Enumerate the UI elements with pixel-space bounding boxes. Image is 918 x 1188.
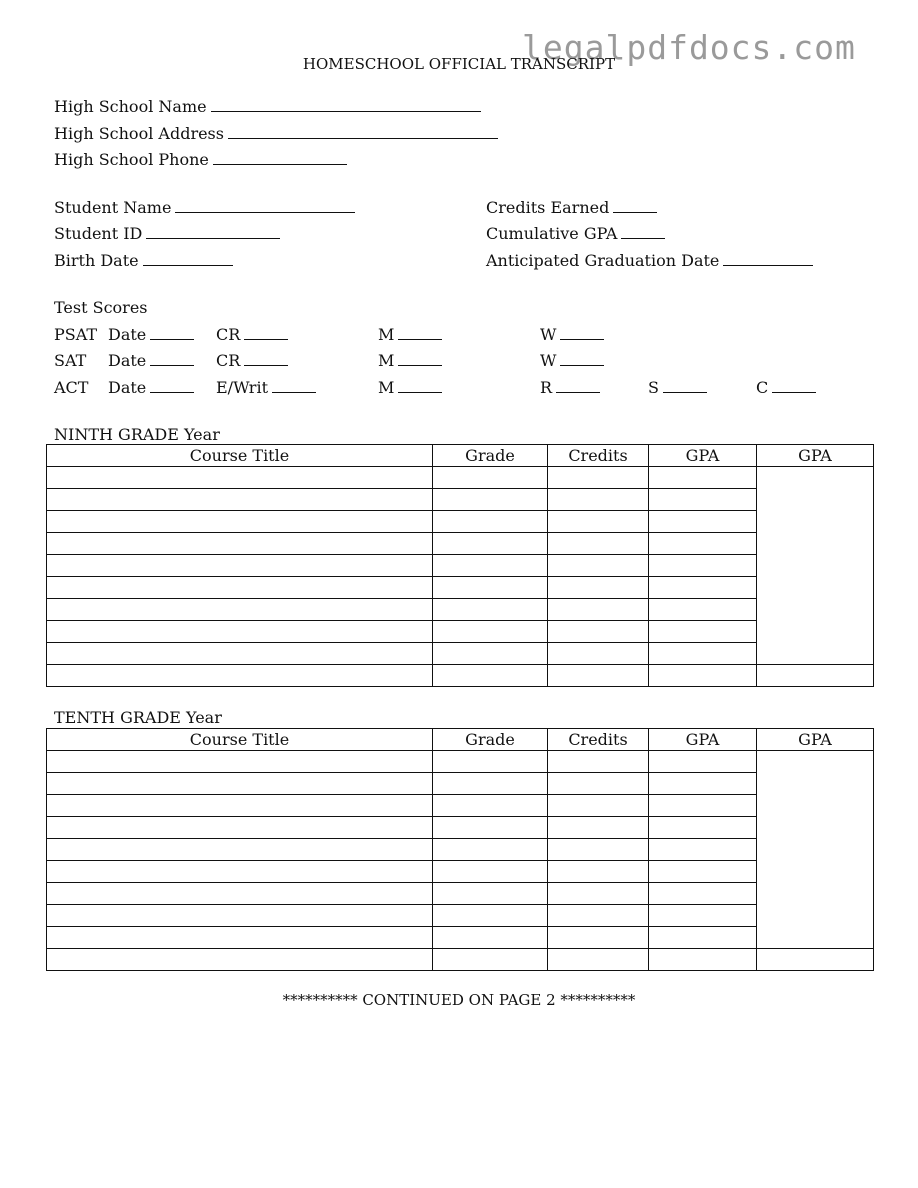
cell[interactable] bbox=[433, 665, 548, 687]
cell[interactable] bbox=[433, 577, 548, 599]
sat-cr-blank[interactable] bbox=[244, 364, 288, 366]
cell[interactable] bbox=[433, 773, 548, 795]
page-title: HOMESCHOOL OFFICIAL TRANSCRIPT bbox=[302, 55, 616, 73]
act-date-field[interactable] bbox=[108, 378, 194, 397]
ninth-body bbox=[47, 467, 874, 687]
cell[interactable] bbox=[548, 883, 649, 905]
psat-w-field[interactable] bbox=[540, 325, 604, 344]
credits-earned-field[interactable] bbox=[486, 198, 657, 217]
cell[interactable] bbox=[649, 905, 757, 927]
student-name-field[interactable] bbox=[54, 198, 355, 217]
cell[interactable] bbox=[433, 643, 548, 665]
act-r-blank[interactable] bbox=[556, 391, 600, 393]
cell[interactable] bbox=[47, 599, 433, 621]
cell[interactable] bbox=[649, 861, 757, 883]
cell[interactable] bbox=[47, 621, 433, 643]
gpa-summary-cell[interactable] bbox=[757, 467, 874, 665]
act-date-blank[interactable] bbox=[150, 391, 194, 393]
cell[interactable] bbox=[548, 927, 649, 949]
act-r-label: R bbox=[540, 378, 553, 397]
act-r-field[interactable] bbox=[540, 378, 600, 397]
graduation-date-blank[interactable] bbox=[723, 264, 813, 266]
act-c-field[interactable] bbox=[756, 378, 816, 397]
gpa-summary-cell[interactable] bbox=[757, 751, 874, 949]
cell[interactable] bbox=[548, 577, 649, 599]
act-c-label: C bbox=[756, 378, 769, 397]
column-header: GPA bbox=[757, 729, 874, 751]
cell[interactable] bbox=[649, 621, 757, 643]
sat-m-label: M bbox=[378, 351, 395, 370]
school-address-label: High School Address bbox=[54, 124, 224, 143]
table-row bbox=[47, 511, 874, 533]
cell[interactable] bbox=[433, 533, 548, 555]
cell[interactable] bbox=[433, 905, 548, 927]
credits-earned-blank[interactable] bbox=[613, 211, 657, 213]
table-row bbox=[47, 489, 874, 511]
cell[interactable] bbox=[47, 751, 433, 773]
cell[interactable] bbox=[649, 643, 757, 665]
psat-w-blank[interactable] bbox=[560, 338, 604, 340]
psat-cr-field[interactable] bbox=[216, 325, 288, 344]
table-row bbox=[47, 621, 874, 643]
act-date-label: Date bbox=[108, 378, 147, 397]
act-m-label: M bbox=[378, 378, 395, 397]
test-scores-heading: Test Scores bbox=[54, 298, 148, 317]
cell[interactable] bbox=[433, 927, 548, 949]
column-header: Course Title bbox=[47, 445, 433, 467]
sat-label: SAT bbox=[54, 351, 87, 370]
column-header: GPA bbox=[757, 445, 874, 467]
cell[interactable] bbox=[47, 555, 433, 577]
cell[interactable] bbox=[47, 665, 433, 687]
cell[interactable] bbox=[649, 883, 757, 905]
table-row bbox=[47, 861, 874, 883]
cell[interactable] bbox=[548, 949, 649, 971]
school-name-blank[interactable] bbox=[211, 110, 481, 112]
psat-m-field[interactable] bbox=[378, 325, 442, 344]
column-header: Grade bbox=[433, 445, 548, 467]
graduation-date-label: Anticipated Graduation Date bbox=[486, 251, 720, 270]
column-header: GPA bbox=[649, 445, 757, 467]
act-ewrit-blank[interactable] bbox=[272, 391, 316, 393]
cell[interactable] bbox=[548, 839, 649, 861]
school-address-field[interactable] bbox=[54, 124, 498, 143]
cell[interactable] bbox=[649, 665, 757, 687]
cell[interactable] bbox=[47, 643, 433, 665]
cell[interactable] bbox=[649, 533, 757, 555]
continued-notice: ********** CONTINUED ON PAGE 2 ********** bbox=[282, 991, 636, 1009]
cell[interactable] bbox=[47, 533, 433, 555]
cell[interactable] bbox=[649, 773, 757, 795]
cell[interactable] bbox=[548, 511, 649, 533]
cell[interactable] bbox=[649, 511, 757, 533]
act-ewrit-label: E/Writ bbox=[216, 378, 268, 397]
table-row bbox=[47, 927, 874, 949]
cell[interactable] bbox=[548, 905, 649, 927]
table-row bbox=[47, 643, 874, 665]
table-row bbox=[47, 773, 874, 795]
cell[interactable] bbox=[47, 861, 433, 883]
cell[interactable] bbox=[548, 861, 649, 883]
table-row bbox=[47, 817, 874, 839]
cumulative-gpa-blank[interactable] bbox=[621, 237, 665, 239]
cell[interactable] bbox=[47, 467, 433, 489]
sat-w-label: W bbox=[540, 351, 557, 370]
act-m-field[interactable] bbox=[378, 378, 442, 397]
cell[interactable] bbox=[433, 861, 548, 883]
tenth-grade-heading: TENTH GRADE Year bbox=[54, 708, 222, 727]
psat-cr-label: CR bbox=[216, 325, 241, 344]
cell[interactable] bbox=[433, 489, 548, 511]
act-s-blank[interactable] bbox=[663, 391, 707, 393]
tenth-body bbox=[47, 751, 874, 971]
cell[interactable] bbox=[548, 621, 649, 643]
column-header: Grade bbox=[433, 729, 548, 751]
act-s-field[interactable] bbox=[648, 378, 707, 397]
student-name-label: Student Name bbox=[54, 198, 172, 217]
table-row bbox=[47, 839, 874, 861]
cell[interactable] bbox=[47, 773, 433, 795]
cell[interactable] bbox=[548, 773, 649, 795]
school-name-field[interactable] bbox=[54, 97, 481, 116]
cell[interactable] bbox=[47, 511, 433, 533]
table-row bbox=[47, 555, 874, 577]
birth-date-field[interactable] bbox=[54, 251, 233, 270]
table-row bbox=[47, 665, 874, 687]
school-phone-label: High School Phone bbox=[54, 150, 209, 169]
student-id-blank[interactable] bbox=[146, 237, 280, 239]
column-header: Credits bbox=[548, 445, 649, 467]
cell[interactable] bbox=[433, 467, 548, 489]
column-header: Credits bbox=[548, 729, 649, 751]
cell[interactable] bbox=[649, 949, 757, 971]
column-header: GPA bbox=[649, 729, 757, 751]
birth-date-label: Birth Date bbox=[54, 251, 139, 270]
cell[interactable] bbox=[47, 927, 433, 949]
table-header-row bbox=[47, 729, 874, 751]
cell[interactable] bbox=[548, 555, 649, 577]
cell[interactable] bbox=[757, 949, 874, 971]
sat-date-label: Date bbox=[108, 351, 147, 370]
sat-m-field[interactable] bbox=[378, 351, 442, 370]
cell[interactable] bbox=[433, 621, 548, 643]
table-row bbox=[47, 795, 874, 817]
act-s-label: S bbox=[648, 378, 659, 397]
tenth-grade-table bbox=[46, 728, 874, 971]
sat-date-field[interactable] bbox=[108, 351, 194, 370]
cell[interactable] bbox=[649, 751, 757, 773]
cell[interactable] bbox=[548, 467, 649, 489]
psat-date-blank[interactable] bbox=[150, 338, 194, 340]
psat-cr-blank[interactable] bbox=[244, 338, 288, 340]
graduation-date-field[interactable] bbox=[486, 251, 813, 270]
cell[interactable] bbox=[433, 751, 548, 773]
cell[interactable] bbox=[433, 599, 548, 621]
cell[interactable] bbox=[548, 751, 649, 773]
cell[interactable] bbox=[433, 555, 548, 577]
table-row bbox=[47, 949, 874, 971]
table-row bbox=[47, 751, 874, 773]
cell[interactable] bbox=[433, 511, 548, 533]
cell[interactable] bbox=[47, 489, 433, 511]
cell[interactable] bbox=[649, 555, 757, 577]
cell[interactable] bbox=[548, 533, 649, 555]
act-ewrit-field[interactable] bbox=[216, 378, 316, 397]
student-id-field[interactable] bbox=[54, 224, 280, 243]
student-id-label: Student ID bbox=[54, 224, 143, 243]
credits-earned-label: Credits Earned bbox=[486, 198, 610, 217]
cumulative-gpa-label: Cumulative GPA bbox=[486, 224, 618, 243]
sat-m-blank[interactable] bbox=[398, 364, 442, 366]
psat-m-label: M bbox=[378, 325, 395, 344]
cell[interactable] bbox=[47, 949, 433, 971]
psat-date-field[interactable] bbox=[108, 325, 194, 344]
psat-date-label: Date bbox=[108, 325, 147, 344]
cell[interactable] bbox=[433, 949, 548, 971]
sat-cr-label: CR bbox=[216, 351, 241, 370]
cell[interactable] bbox=[47, 817, 433, 839]
table-row bbox=[47, 577, 874, 599]
act-c-blank[interactable] bbox=[772, 391, 816, 393]
school-phone-field[interactable] bbox=[54, 150, 347, 169]
cell[interactable] bbox=[649, 577, 757, 599]
table-row bbox=[47, 905, 874, 927]
sat-cr-field[interactable] bbox=[216, 351, 288, 370]
table-row bbox=[47, 533, 874, 555]
cell[interactable] bbox=[649, 467, 757, 489]
cell[interactable] bbox=[548, 817, 649, 839]
act-label: ACT bbox=[54, 378, 89, 397]
cell[interactable] bbox=[548, 489, 649, 511]
act-m-blank[interactable] bbox=[398, 391, 442, 393]
cell[interactable] bbox=[649, 599, 757, 621]
table-row bbox=[47, 883, 874, 905]
school-phone-blank[interactable] bbox=[213, 163, 347, 165]
student-name-blank[interactable] bbox=[175, 211, 355, 213]
column-header: Course Title bbox=[47, 729, 433, 751]
psat-m-blank[interactable] bbox=[398, 338, 442, 340]
cell[interactable] bbox=[649, 839, 757, 861]
table-header-row bbox=[47, 445, 874, 467]
cell[interactable] bbox=[649, 795, 757, 817]
cell[interactable] bbox=[47, 905, 433, 927]
sat-date-blank[interactable] bbox=[150, 364, 194, 366]
cell[interactable] bbox=[548, 665, 649, 687]
watermark: legalpdfdocs.com bbox=[522, 28, 856, 67]
cell[interactable] bbox=[548, 795, 649, 817]
psat-w-label: W bbox=[540, 325, 557, 344]
table-row bbox=[47, 599, 874, 621]
sat-w-blank[interactable] bbox=[560, 364, 604, 366]
cell[interactable] bbox=[47, 883, 433, 905]
ninth-grade-heading: NINTH GRADE Year bbox=[54, 425, 220, 444]
cell[interactable] bbox=[649, 489, 757, 511]
school-address-blank[interactable] bbox=[228, 137, 498, 139]
school-name-label: High School Name bbox=[54, 97, 207, 116]
birth-date-blank[interactable] bbox=[143, 264, 233, 266]
cell[interactable] bbox=[433, 883, 548, 905]
cell[interactable] bbox=[649, 927, 757, 949]
ninth-grade-table bbox=[46, 444, 874, 687]
sat-w-field[interactable] bbox=[540, 351, 604, 370]
cell[interactable] bbox=[433, 839, 548, 861]
cumulative-gpa-field[interactable] bbox=[486, 224, 665, 243]
cell[interactable] bbox=[757, 665, 874, 687]
cell[interactable] bbox=[649, 817, 757, 839]
cell[interactable] bbox=[47, 795, 433, 817]
cell[interactable] bbox=[47, 839, 433, 861]
table-row bbox=[47, 467, 874, 489]
cell[interactable] bbox=[47, 577, 433, 599]
cell[interactable] bbox=[433, 795, 548, 817]
cell[interactable] bbox=[548, 599, 649, 621]
cell[interactable] bbox=[548, 643, 649, 665]
cell[interactable] bbox=[433, 817, 548, 839]
psat-label: PSAT bbox=[54, 325, 98, 344]
